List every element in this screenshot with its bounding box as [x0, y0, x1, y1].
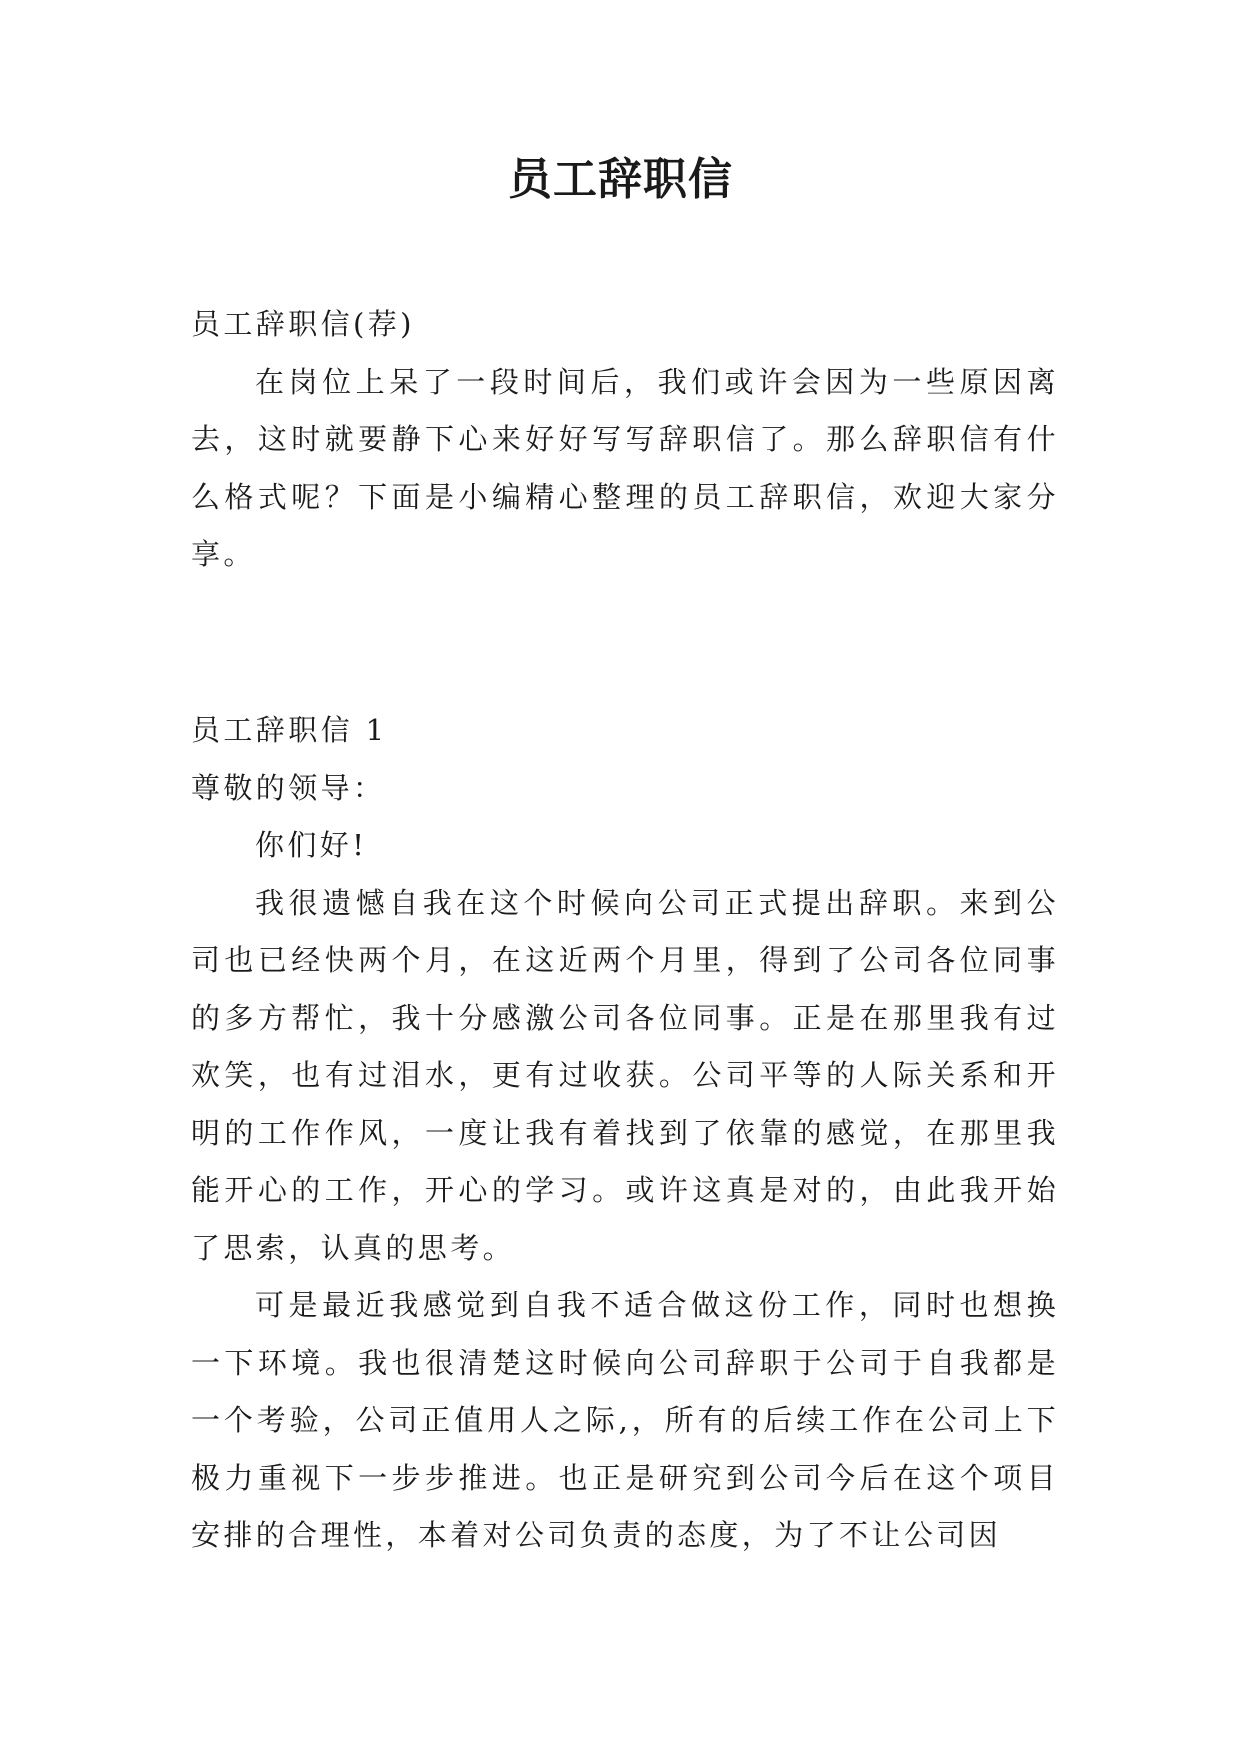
document-title: 员工辞职信 [508, 154, 733, 205]
intro-section [191, 296, 1059, 584]
letter-paragraph-1: 我很遗憾自我在这个时候向公司正式提出辞职。来到公司也已经快两个月，在这近两个月里，得到了公司各位同事的多方帮忙，我十分感激公司各位同事。正是在那里我有过欢笑，也有过泪水，更有过收获。公司平等的人际关系和开明的工作作风，一度让我有着找到了依靠的感觉，在那里我能开心的工作，开心的学习。或许这真是对的，由此我开始了思索，认真的思考。 [191, 885, 1059, 1265]
intro-heading: 员工辞职信(荐) [191, 307, 415, 341]
letter-greeting: 你们好! [255, 828, 368, 862]
letter-salutation: 尊敬的领导： [191, 770, 386, 805]
letter-paragraph-2: 可是最近我感觉到自我不适合做这份工作，同时也想换一下环境。我也很清楚这时候向公司辞职于公司于自我都是一个考验，公司正值用人之际,，所有的后续工作在公司上下极力重视下一步步推进。也正是研究到公司今后在这个项目安排的合理性，本着对公司负责的态度，为了不让公司因 [191, 1288, 1059, 1552]
letter-heading: 员工辞职信 1 [191, 713, 388, 747]
letter-section [191, 702, 1059, 1565]
intro-paragraph: 在岗位上呆了一段时间后，我们或许会因为一些原因离去，这时就要静下心来好好写写辞职信了。那么辞职信有什么格式呢？下面是小编精心整理的员工辞职信，欢迎大家分享。 [191, 364, 1059, 571]
